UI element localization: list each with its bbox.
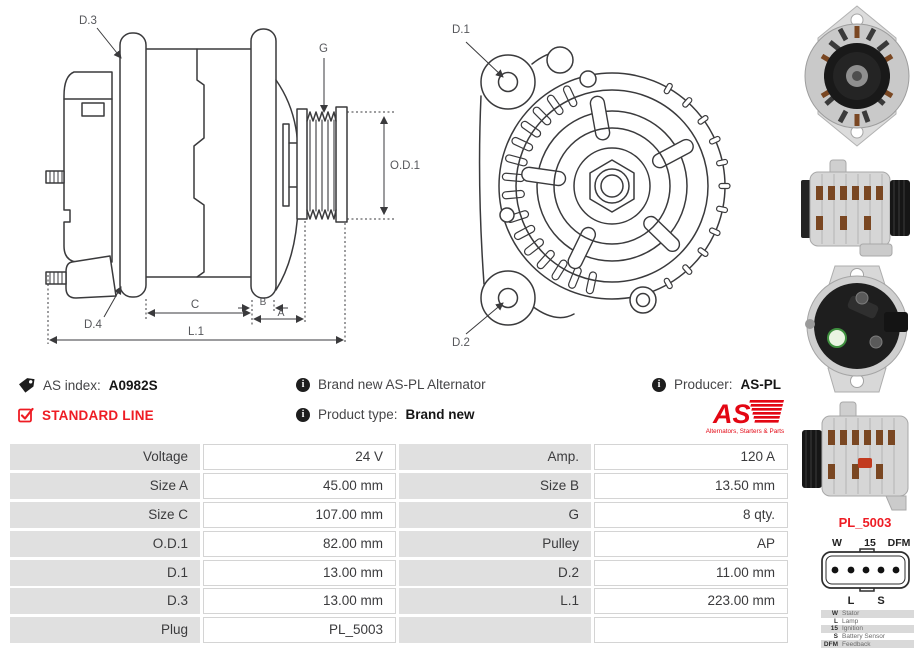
- plug-pin: [878, 567, 885, 574]
- legend-row: [821, 618, 914, 626]
- plug-pin: [848, 567, 855, 574]
- spec-label-cell: D.2: [399, 560, 591, 586]
- as-pl-logo: [695, 396, 795, 436]
- product-photo-side-right[interactable]: [800, 152, 914, 260]
- terminal-cover: [66, 256, 116, 298]
- plug-pin: [832, 567, 839, 574]
- product-photo-front[interactable]: [800, 4, 914, 150]
- spec-value-cell: 107.00 mm: [203, 502, 396, 528]
- product-type-label: Product type:: [318, 407, 398, 422]
- info-icon: i: [652, 378, 666, 392]
- spec-value-cell: AP: [594, 531, 788, 557]
- producer-value: AS-PL: [740, 377, 782, 392]
- dim-label-od1: O.D.1: [390, 160, 421, 172]
- producer-label: Producer:: [674, 377, 733, 392]
- dim-label-d4: D.4: [84, 319, 102, 331]
- plug-title: PL_5003: [838, 515, 892, 530]
- spec-value-cell: 82.00 mm: [203, 531, 396, 557]
- spec-value-cell: 8 qty.: [594, 502, 788, 528]
- tag-icon: [18, 377, 35, 394]
- info-icon: i: [296, 378, 310, 392]
- pulley-flange-left: [297, 109, 307, 219]
- front-view-drawing: [440, 0, 780, 368]
- spec-label-cell: D.3: [10, 588, 200, 614]
- dim-label-d2: D.2: [452, 337, 470, 349]
- product-type-value: Brand new: [405, 407, 475, 422]
- spec-value-cell: 13.00 mm: [203, 588, 396, 614]
- spec-label-cell: Size B: [399, 473, 591, 499]
- product-photo-rear[interactable]: [800, 262, 914, 396]
- pulley-ribs: [307, 112, 336, 121]
- plug-pin-label-w: W: [832, 537, 842, 549]
- spec-label-cell: Size C: [10, 502, 200, 528]
- alternator-body: [145, 49, 252, 277]
- spec-value-cell: 11.00 mm: [594, 560, 788, 586]
- legend-key: S: [833, 633, 838, 641]
- dim-label-g: G: [319, 43, 328, 55]
- plug-pin-label-dfm: DFM: [887, 537, 911, 549]
- dim-label-c: C: [190, 299, 200, 311]
- spec-label-cell: D.1: [10, 560, 200, 586]
- spec-value-cell: 13.50 mm: [594, 473, 788, 499]
- standard-line-row: [18, 407, 154, 423]
- spec-label-cell: Size A: [10, 473, 200, 499]
- spec-label-cell: [399, 617, 591, 643]
- spec-label-cell: G: [399, 502, 591, 528]
- as-index-row: [18, 377, 158, 394]
- spec-value-cell: 13.00 mm: [203, 560, 396, 586]
- product-photo-side-left[interactable]: [800, 398, 914, 514]
- info-icon: i: [296, 408, 310, 422]
- plug-pin: [863, 567, 870, 574]
- plug-diagram: [800, 513, 914, 608]
- as-index-value: A0982S: [108, 378, 158, 393]
- logo-text: AS: [713, 399, 751, 429]
- side-view-drawing: [0, 0, 430, 366]
- legend-key: L: [834, 617, 838, 625]
- spec-table: [10, 444, 788, 643]
- spec-label-cell: O.D.1: [10, 531, 200, 557]
- spec-value-cell: PL_5003: [203, 617, 396, 643]
- plug-pin-label-s: S: [877, 595, 885, 607]
- brand-new-row: [296, 377, 486, 392]
- producer-row: [652, 377, 781, 392]
- spec-value-cell: 45.00 mm: [203, 473, 396, 499]
- product-type-row: [296, 407, 475, 422]
- terminal-stud-bottom: [46, 272, 66, 284]
- terminal-stud-top: [46, 171, 64, 183]
- dim-label-l1: L.1: [188, 326, 204, 338]
- logo-tagline: Alternators, Starters & Parts: [705, 428, 785, 435]
- legend-desc: Battery Sensor: [842, 633, 885, 641]
- pulley-flange-right: [336, 107, 347, 222]
- spec-value-cell: 120 A: [594, 444, 788, 470]
- legend-desc: Stator: [842, 610, 860, 618]
- legend-desc: Ignition: [842, 625, 863, 633]
- legend-desc: Feedback: [842, 640, 871, 648]
- plug-pin: [893, 567, 900, 574]
- legend-row: [821, 610, 914, 618]
- spec-label-cell: Amp.: [399, 444, 591, 470]
- spec-value-cell: [594, 617, 788, 643]
- front-mount-ear: [251, 29, 276, 298]
- spec-label-cell: Plug: [10, 617, 200, 643]
- dim-label-d3: D.3: [79, 15, 97, 27]
- spec-label-cell: Voltage: [10, 444, 200, 470]
- spec-value-cell: 24 V: [203, 444, 396, 470]
- legend-desc: Lamp: [842, 617, 859, 625]
- dim-label-a: A: [277, 307, 285, 319]
- legend-key: 15: [830, 625, 838, 633]
- spec-value-cell: 223.00 mm: [594, 588, 788, 614]
- standard-line-label: STANDARD LINE: [42, 407, 154, 423]
- dim-label-d1: D.1: [452, 24, 470, 36]
- dim-label-b: B: [259, 297, 267, 308]
- plug-pin-label-l: L: [847, 595, 855, 607]
- legend-row: [821, 640, 914, 648]
- rear-mount-ear: [120, 33, 146, 297]
- spec-label-cell: L.1: [399, 588, 591, 614]
- plug-pin-label-15: 15: [864, 537, 876, 549]
- as-index-label: AS index:: [43, 378, 101, 393]
- spec-label-cell: Pulley: [399, 531, 591, 557]
- legend-row: [821, 633, 914, 641]
- brand-new-text: Brand new AS-PL Alternator: [318, 377, 486, 392]
- legend-key: W: [831, 610, 838, 618]
- checkbox-checked-icon: [18, 407, 34, 423]
- rear-housing: [64, 72, 112, 262]
- legend-key: DFM: [823, 640, 838, 648]
- plug-legend: [821, 610, 914, 648]
- legend-row: [821, 625, 914, 633]
